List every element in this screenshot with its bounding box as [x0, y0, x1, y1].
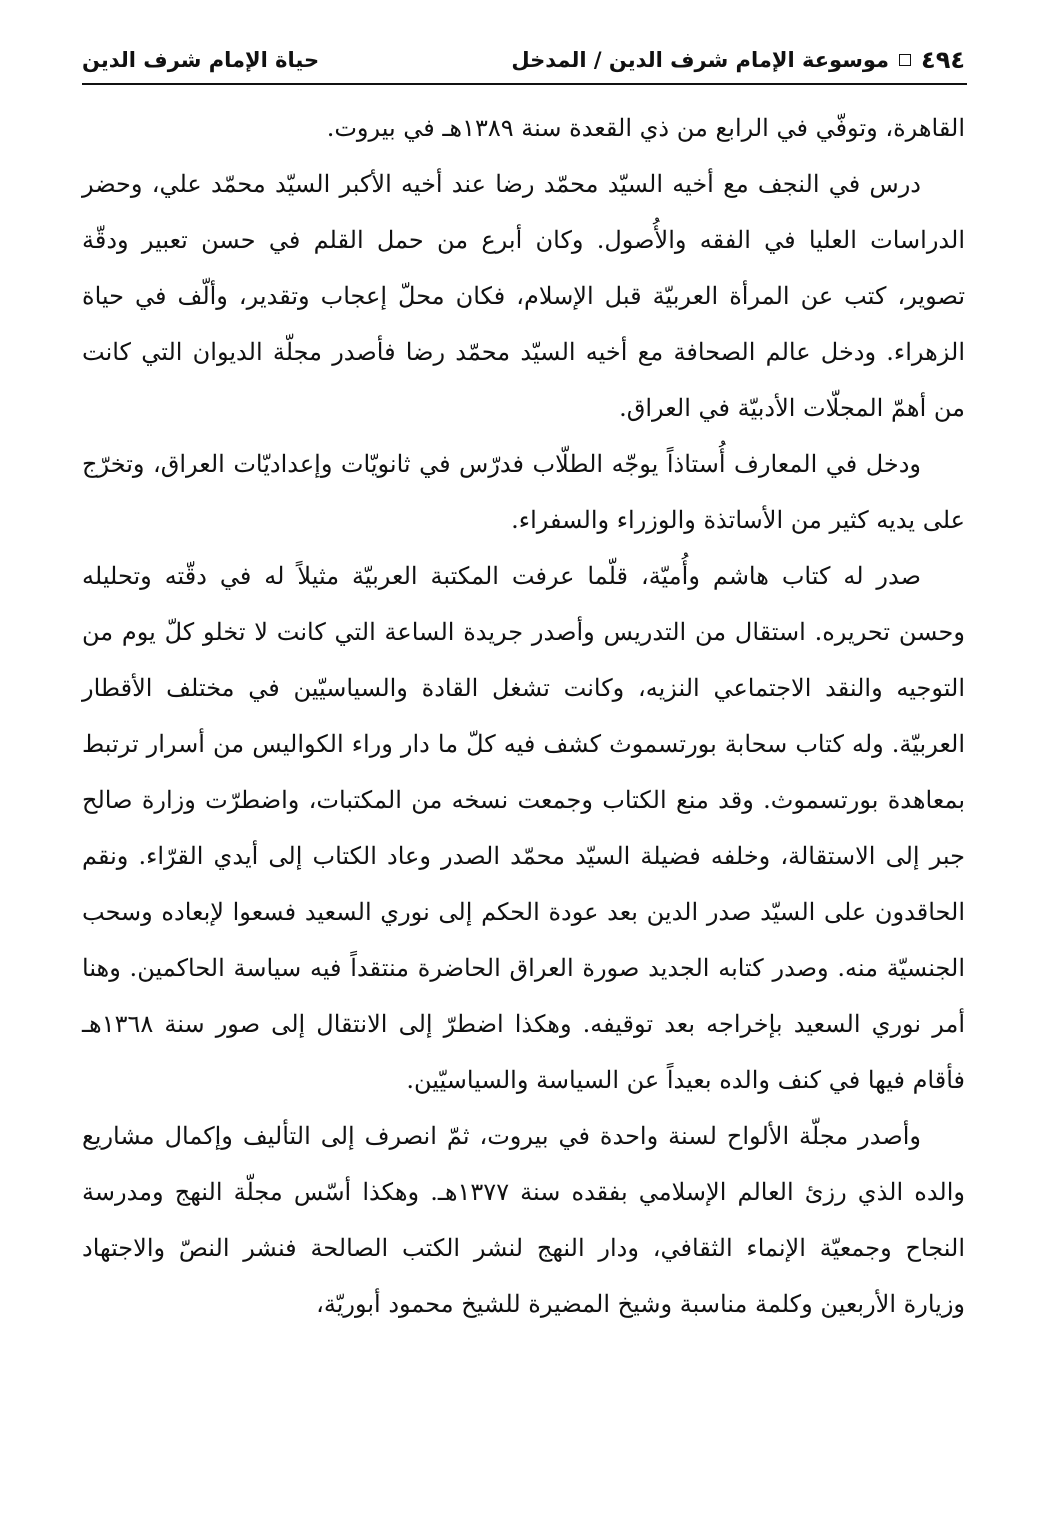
page-header: [82, 40, 965, 80]
paragraph: درس في النجف مع أخيه السيّد محمّد رضا عند أخيه الأكبر السيّد محمّد علي، وحضر الدراسات العليا في الفقه والأُصول. وكان أبرع من حمل القلم في حسن تعبير ودقّة تصوير، كتب عن المرأة العربيّة قبل الإسلام، فكان محلّ إعجاب وتقدير، وألّف في حياة الزهراء. ودخل عالم الصحافة مع أخيه السيّد محمّد رضا فأصدر مجلّة الديوان التي كانت من أهمّ المجلّات الأدبيّة في العراق.: [82, 170, 965, 422]
square-separator-icon: [899, 54, 911, 66]
book-title: موسوعة الإمام شرف الدين / المدخل: [511, 48, 890, 72]
running-title: حياة الإمام شرف الدين: [82, 48, 320, 72]
header-right-group: [511, 46, 965, 74]
header-divider: [82, 83, 967, 85]
paragraph: ودخل في المعارف أُستاذاً يوجّه الطلّاب فدرّس في ثانويّات وإعداديّات العراق، وتخرّج على يديه كثير من الأساتذة والوزراء والسفراء.: [82, 450, 965, 534]
paragraph: وأصدر مجلّة الألواح لسنة واحدة في بيروت، ثمّ انصرف إلى التأليف وإكمال مشاريع والده الذي رزئ العالم الإسلامي بفقده سنة ١٣٧٧هـ. وهكذا أسّس مجلّة النهج ومدرسة النجاح وجمعيّة الإنماء الثقافي، ودار النهج لنشر الكتب الصالحة فنشر النصّ والاجتهاد وزيارة الأربعين وكلمة مناسبة وشيخ المضيرة للشيخ محمود أبوريّة،: [82, 1122, 966, 1318]
paragraph: صدر له كتاب هاشم وأُميّة، قلّما عرفت المكتبة العربيّة مثيلاً له في دقّته وتحليله وحسن تحريره. استقال من التدريس وأصدر جريدة الساعة التي كانت لا تخلو كلّ يوم من التوجيه والنقد الاجتماعي النزيه، وكانت تشغل القادة والسياسيّين في مختلف الأقطار العربيّة. وله كتاب سحابة بورتسموث كشف فيه كلّ ما دار وراء الكواليس من أسرار ترتبط بمعاهدة بورتسموث. وقد منع الكتاب وجمعت نسخه من المكتبات، واضطرّت وزارة صالح جبر إلى الاستقالة، وخلفه فضيلة السيّد محمّد الصدر وعاد الكتاب إلى أيدي القرّاء. ونقم الحاقدون على السيّد صدر الدين بعد عودة الحكم إلى نوري السعيد فسعوا لإبعاده وسحب الجنسيّة منه. وصدر كتابه الجديد صورة العراق الحاضرة منتقداً فيه سياسة الحاكمين. وهنا أمر نوري السعيد بإخراجه بعد توقيفه. وهكذا اضطرّ إلى الانتقال إلى صور سنة ١٣٦٨هـ فأقام فيها في كنف والده بعيداً عن السياسة والسياسيّين.: [82, 562, 965, 1094]
page-number: ٤٩٤: [921, 46, 965, 74]
body-text: [82, 100, 965, 1332]
paragraph: القاهرة، وتوفّي في الرابع من ذي القعدة سنة ١٣٨٩هـ في بيروت.: [326, 114, 965, 142]
